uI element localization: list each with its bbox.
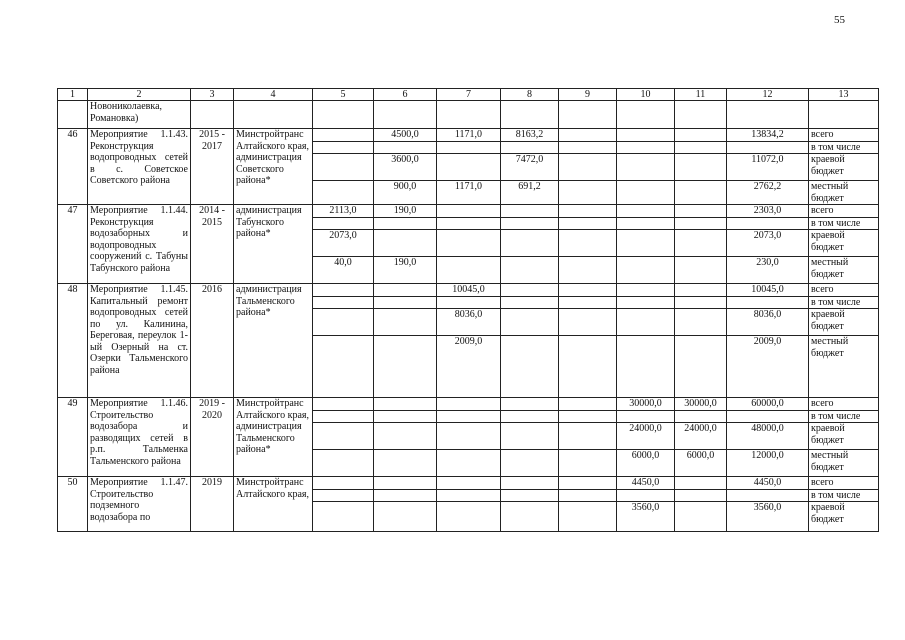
column-header: 9	[559, 89, 617, 101]
amount-cell-c11	[675, 141, 727, 154]
amount-cell-c11	[675, 181, 727, 205]
amount-cell-c9	[559, 154, 617, 181]
years: 2019 - 2020	[191, 398, 234, 477]
amount-cell-c10	[617, 129, 675, 142]
amount-cell-c12	[727, 410, 809, 423]
amount-cell-c12: 3560,0	[727, 502, 809, 532]
amount-cell-c7	[437, 141, 501, 154]
amount-cell-c6	[374, 336, 437, 398]
amount-cell-c9	[559, 489, 617, 502]
funding-source: всего	[809, 284, 879, 297]
executor: Минстройтранс Алтайского края,	[234, 477, 313, 532]
amount-cell-c5	[313, 217, 374, 230]
amount-cell-c12: 13834,2	[727, 129, 809, 142]
table-row	[58, 101, 879, 129]
amount-cell-c11	[675, 284, 727, 297]
amount-cell-c6	[374, 309, 437, 336]
table-row	[58, 205, 879, 218]
row-number: 49	[58, 398, 88, 477]
amount-cell-c8: 691,2	[501, 181, 559, 205]
amount-cell-c7	[437, 398, 501, 411]
amount-cell-c6	[374, 284, 437, 297]
amount-cell-c8	[501, 410, 559, 423]
amount-cell-c11	[675, 336, 727, 398]
amount-cell-c5	[313, 154, 374, 181]
amount-cell-c7	[437, 477, 501, 490]
amount-cell-c12: 230,0	[727, 257, 809, 284]
funding-source: в том числе	[809, 296, 879, 309]
row-number: 46	[58, 129, 88, 205]
amount-cell-c9	[559, 230, 617, 257]
amount-cell-c5	[313, 450, 374, 477]
amount-cell-c6	[374, 398, 437, 411]
amount-cell-c7: 2009,0	[437, 336, 501, 398]
amount-cell-c7	[437, 489, 501, 502]
amount-cell-c11	[675, 477, 727, 490]
amount-cell-c6	[374, 450, 437, 477]
funding-source: краевой бюджет	[809, 309, 879, 336]
amount-cell-c7	[437, 450, 501, 477]
amount-cell-c12: 2762,2	[727, 181, 809, 205]
funding-source: местный бюджет	[809, 450, 879, 477]
header-row	[58, 89, 879, 101]
amount-cell-c8	[501, 141, 559, 154]
funding-source: в том числе	[809, 410, 879, 423]
measure-name: Мероприятие 1.1.47. Строительство подземного водозабора по	[88, 477, 191, 532]
funding-source: в том числе	[809, 141, 879, 154]
funding-source: в том числе	[809, 217, 879, 230]
amount-cell-c5	[313, 181, 374, 205]
measure-name: Мероприятие 1.1.46. Строительство водозабора и разводящих сетей в р.п. Тальменка Тальменского района	[88, 398, 191, 477]
amount-cell-c7: 1171,0	[437, 129, 501, 142]
amount-cell-c6	[374, 217, 437, 230]
funding-source: краевой бюджет	[809, 230, 879, 257]
amount-cell-c10	[617, 217, 675, 230]
amount-cell-c10: 3560,0	[617, 502, 675, 532]
amount-cell-c5	[313, 296, 374, 309]
amount-cell-c12: 48000,0	[727, 423, 809, 450]
table-row	[58, 284, 879, 297]
row-number: 47	[58, 205, 88, 284]
amount-cell-c8: 8163,2	[501, 129, 559, 142]
amount-cell-c10	[617, 489, 675, 502]
amount-cell-c5: 2073,0	[313, 230, 374, 257]
funding-source: краевой бюджет	[809, 154, 879, 181]
amount-cell-c9	[559, 129, 617, 142]
amount-cell-c9	[559, 181, 617, 205]
column-header: 5	[313, 89, 374, 101]
amount-cell-c12: 2009,0	[727, 336, 809, 398]
amount-cell-c11	[675, 489, 727, 502]
column-header: 12	[727, 89, 809, 101]
amount-cell-c5	[313, 502, 374, 532]
executor: Минстройтранс Алтайского края, администрация Советского района*	[234, 129, 313, 205]
amount-cell-c8	[501, 284, 559, 297]
years: 2014 - 2015	[191, 205, 234, 284]
amount-cell-c11	[675, 296, 727, 309]
amount-cell-c7	[437, 502, 501, 532]
amount-cell-c6: 3600,0	[374, 154, 437, 181]
amount-cell-c9	[559, 502, 617, 532]
amount-cell-c6	[374, 423, 437, 450]
amount-cell-c7	[437, 154, 501, 181]
funding-source: в том числе	[809, 489, 879, 502]
amount-cell-c10: 6000,0	[617, 450, 675, 477]
amount-cell-c10	[617, 230, 675, 257]
amount-cell-c5	[313, 410, 374, 423]
column-header: 10	[617, 89, 675, 101]
funding-source: всего	[809, 205, 879, 218]
executor: администрация Табунского района*	[234, 205, 313, 284]
continuation-text: Новониколаевка, Романовка)	[88, 101, 191, 129]
funding-source: краевой бюджет	[809, 423, 879, 450]
amount-cell-c6	[374, 230, 437, 257]
amount-cell-c8	[501, 309, 559, 336]
amount-cell-c10	[617, 257, 675, 284]
amount-cell-c5: 40,0	[313, 257, 374, 284]
amount-cell-c8	[501, 217, 559, 230]
amount-cell-c5	[313, 129, 374, 142]
amount-cell-c7	[437, 230, 501, 257]
amount-cell-c11	[675, 230, 727, 257]
amount-cell-c7: 1171,0	[437, 181, 501, 205]
amount-cell-c7	[437, 257, 501, 284]
amount-cell-c6	[374, 477, 437, 490]
column-header: 8	[501, 89, 559, 101]
row-number: 50	[58, 477, 88, 532]
amount-cell-c9	[559, 296, 617, 309]
amount-cell-c8	[501, 489, 559, 502]
amount-cell-c12: 11072,0	[727, 154, 809, 181]
amount-cell-c5	[313, 423, 374, 450]
column-header: 11	[675, 89, 727, 101]
column-header: 4	[234, 89, 313, 101]
amount-cell-c5	[313, 489, 374, 502]
measure-name: Мероприятие 1.1.44. Реконструкция водозаборных и водопроводных сооружений с. Табуны Табунского района	[88, 205, 191, 284]
amount-cell-c11: 30000,0	[675, 398, 727, 411]
amount-cell-c9	[559, 477, 617, 490]
amount-cell-c8	[501, 477, 559, 490]
amount-cell-c10	[617, 141, 675, 154]
column-header: 3	[191, 89, 234, 101]
amount-cell-c9	[559, 284, 617, 297]
column-header: 2	[88, 89, 191, 101]
amount-cell-c8	[501, 450, 559, 477]
amount-cell-c8	[501, 230, 559, 257]
amount-cell-c10	[617, 181, 675, 205]
amount-cell-c6: 190,0	[374, 205, 437, 218]
amount-cell-c10	[617, 205, 675, 218]
amount-cell-c9	[559, 205, 617, 218]
executor: Минстройтранс Алтайского края, администрация Тальменского района*	[234, 398, 313, 477]
amount-cell-c5	[313, 336, 374, 398]
table-row	[58, 398, 879, 411]
funding-source: местный бюджет	[809, 257, 879, 284]
amount-cell-c12	[727, 296, 809, 309]
program-table	[57, 88, 879, 532]
amount-cell-c9	[559, 309, 617, 336]
amount-cell-c7	[437, 217, 501, 230]
amount-cell-c9	[559, 398, 617, 411]
measure-name: Мероприятие 1.1.45. Капитальный ремонт водопроводных сетей по ул. Калинина, Береговая, переулок 1-ый Озерный на ст. Озерки Тальменского района	[88, 284, 191, 398]
amount-cell-c6: 190,0	[374, 257, 437, 284]
amount-cell-c12: 2303,0	[727, 205, 809, 218]
table-row	[58, 477, 879, 490]
amount-cell-c5	[313, 309, 374, 336]
amount-cell-c8	[501, 398, 559, 411]
amount-cell-c9	[559, 423, 617, 450]
amount-cell-c7: 10045,0	[437, 284, 501, 297]
amount-cell-c8	[501, 257, 559, 284]
amount-cell-c5	[313, 284, 374, 297]
amount-cell-c11	[675, 205, 727, 218]
amount-cell-c10: 24000,0	[617, 423, 675, 450]
column-header: 6	[374, 89, 437, 101]
amount-cell-c12: 12000,0	[727, 450, 809, 477]
years: 2016	[191, 284, 234, 398]
column-header: 13	[809, 89, 879, 101]
amount-cell-c5	[313, 398, 374, 411]
amount-cell-c10	[617, 284, 675, 297]
amount-cell-c7: 8036,0	[437, 309, 501, 336]
funding-source: всего	[809, 477, 879, 490]
row-number: 48	[58, 284, 88, 398]
funding-source: краевой бюджет	[809, 502, 879, 532]
amount-cell-c9	[559, 336, 617, 398]
amount-cell-c6: 900,0	[374, 181, 437, 205]
amount-cell-c6	[374, 489, 437, 502]
amount-cell-c10: 4450,0	[617, 477, 675, 490]
amount-cell-c9	[559, 217, 617, 230]
amount-cell-c6	[374, 410, 437, 423]
amount-cell-c7	[437, 423, 501, 450]
amount-cell-c10	[617, 296, 675, 309]
executor: администрация Тальменского района*	[234, 284, 313, 398]
amount-cell-c7	[437, 410, 501, 423]
amount-cell-c5	[313, 477, 374, 490]
amount-cell-c10: 30000,0	[617, 398, 675, 411]
funding-source: местный бюджет	[809, 336, 879, 398]
amount-cell-c11	[675, 309, 727, 336]
amount-cell-c6	[374, 296, 437, 309]
amount-cell-c11: 6000,0	[675, 450, 727, 477]
funding-source: всего	[809, 129, 879, 142]
page-number: 55	[834, 14, 845, 26]
amount-cell-c10	[617, 410, 675, 423]
amount-cell-c7	[437, 205, 501, 218]
amount-cell-c11	[675, 502, 727, 532]
amount-cell-c10	[617, 309, 675, 336]
amount-cell-c8	[501, 502, 559, 532]
amount-cell-c11	[675, 129, 727, 142]
table-row	[58, 129, 879, 142]
amount-cell-c11	[675, 154, 727, 181]
amount-cell-c9	[559, 141, 617, 154]
amount-cell-c5: 2113,0	[313, 205, 374, 218]
amount-cell-c10	[617, 154, 675, 181]
amount-cell-c9	[559, 257, 617, 284]
years: 2019	[191, 477, 234, 532]
amount-cell-c7	[437, 296, 501, 309]
amount-cell-c12: 8036,0	[727, 309, 809, 336]
amount-cell-c8	[501, 423, 559, 450]
amount-cell-c11	[675, 410, 727, 423]
amount-cell-c9	[559, 450, 617, 477]
amount-cell-c6	[374, 502, 437, 532]
amount-cell-c12: 10045,0	[727, 284, 809, 297]
amount-cell-c12: 4450,0	[727, 477, 809, 490]
amount-cell-c6: 4500,0	[374, 129, 437, 142]
amount-cell-c12	[727, 217, 809, 230]
amount-cell-c5	[313, 141, 374, 154]
funding-source: местный бюджет	[809, 181, 879, 205]
amount-cell-c8	[501, 205, 559, 218]
amount-cell-c8	[501, 296, 559, 309]
funding-source: всего	[809, 398, 879, 411]
amount-cell-c11: 24000,0	[675, 423, 727, 450]
amount-cell-c11	[675, 217, 727, 230]
column-header: 1	[58, 89, 88, 101]
column-header: 7	[437, 89, 501, 101]
amount-cell-c12: 2073,0	[727, 230, 809, 257]
amount-cell-c8	[501, 336, 559, 398]
amount-cell-c11	[675, 257, 727, 284]
amount-cell-c12	[727, 489, 809, 502]
amount-cell-c10	[617, 336, 675, 398]
years: 2015 - 2017	[191, 129, 234, 205]
amount-cell-c8: 7472,0	[501, 154, 559, 181]
amount-cell-c12	[727, 141, 809, 154]
amount-cell-c12: 60000,0	[727, 398, 809, 411]
measure-name: Мероприятие 1.1.43. Реконструкция водопроводных сетей в с. Советское Советского района	[88, 129, 191, 205]
amount-cell-c6	[374, 141, 437, 154]
amount-cell-c9	[559, 410, 617, 423]
